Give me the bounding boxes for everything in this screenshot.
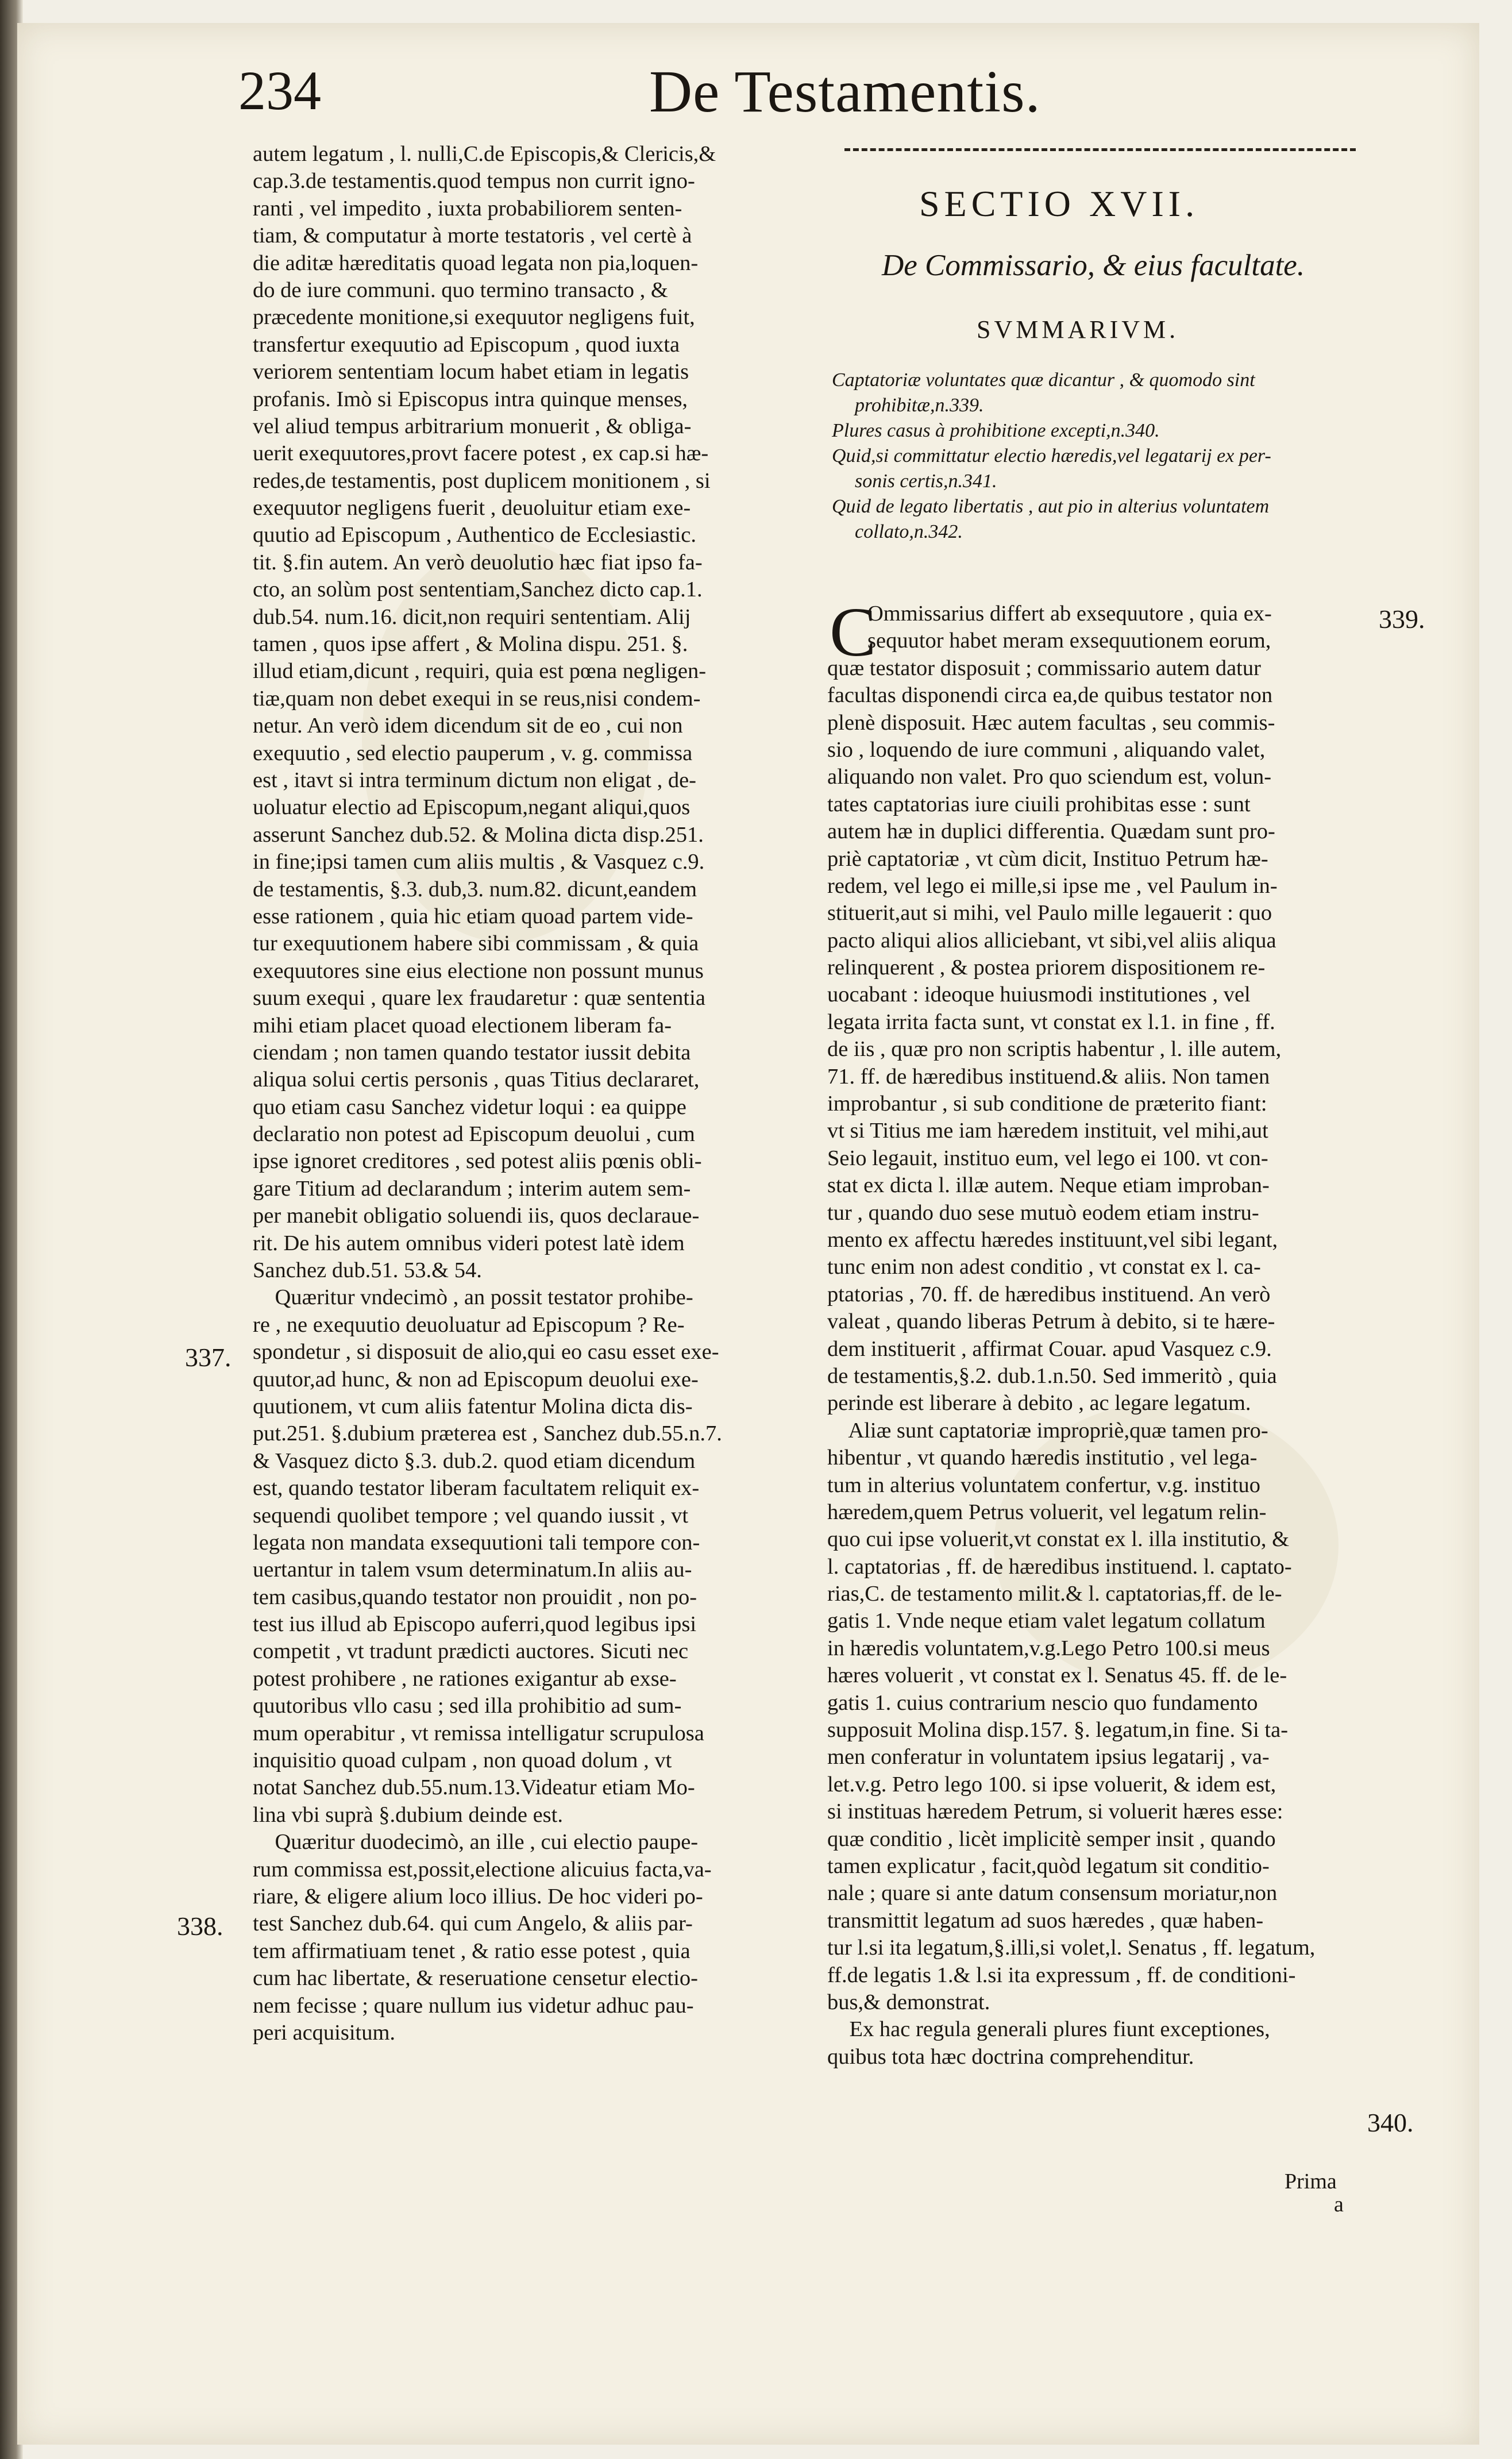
text-line: quutio ad Episcopum , Authentico de Ecclesiastic.: [253, 523, 696, 548]
text-line: aliqua solui certis personis , quas Titius declararet,: [253, 1067, 700, 1092]
margin-number-340: 340.: [1367, 2108, 1414, 2137]
text-line: netur. An verò idem dicendum sit de eo , cui non: [253, 714, 683, 738]
text-line: improbantur , si sub conditione de præterito fiant:: [827, 1092, 1267, 1116]
text-line: tem casibus,quando testator non prouidit , non po-: [253, 1585, 697, 1609]
text-line: redes,de testamentis, post duplicem monitionem , si: [253, 468, 711, 493]
text-line: do de iure communi. quo termino transacto , &: [253, 277, 668, 302]
text-line: aliquando non valet. Pro quo sciendum est, volun-: [827, 765, 1272, 789]
text-line: transfertur exequutio ad Episcopum , quod iuxta: [253, 332, 680, 357]
text-line: exequutor negligens fuerit , deuoluitur etiam exe-: [253, 496, 691, 521]
text-line: legata non mandata exsequutioni tali tempore con-: [253, 1530, 700, 1555]
text-line: test Sanchez dub.64. qui cum Angelo, & aliis par-: [253, 1911, 693, 1936]
text-line: re , ne exequutio deuoluatur ad Episcopum ? Re-: [253, 1312, 685, 1337]
text-line: veriorem sententiam locum habet etiam in legatis: [253, 360, 689, 384]
page-number: 234: [238, 60, 321, 121]
text-line: hæredem,quem Petrus voluerit, vel legatum relin-: [827, 1500, 1267, 1524]
text-line: & Vasquez dicto §.3. dub.2. quod etiam dicendum: [253, 1448, 696, 1473]
text-line: Ex hac regula generali plures fiunt exceptiones,: [827, 2017, 1270, 2042]
summary-line: Quid,si committatur electio hæredis,vel legatarij ex per-: [832, 445, 1271, 467]
text-line: si instituas hæredem Petrum, si voluerit hæres esse:: [827, 1799, 1283, 1824]
running-head: De Testamentis.: [649, 59, 1041, 125]
section-title: SECTIO XVII.: [919, 183, 1199, 224]
text-line: autem hæ in duplici differentia. Quædam sunt pro-: [827, 819, 1275, 844]
text-line: stituerit,aut si mihi, vel Paulo mille legauerit : quo: [827, 901, 1272, 926]
text-line: ciendam ; non tamen quando testator iussit debita: [253, 1040, 691, 1065]
text-line: uertantur in talem vsum determinatum.In aliis au-: [253, 1558, 692, 1582]
text-line: men conferatur in voluntatem ipsius legatarij , va-: [827, 1745, 1270, 1770]
text-line: inquisitio quoad culpam , non quoad dolum , vt: [253, 1748, 672, 1773]
text-line: ranti , vel impedito , iuxta probabiliorem senten-: [253, 196, 682, 221]
text-line: tur , quando duo sese mutuò eodem etiam instru-: [827, 1200, 1259, 1225]
text-line: tiam, & computatur à morte testatoris , vel certè à: [253, 223, 692, 248]
text-line: quæ conditio , licèt implicitè semper insit , quando: [827, 1826, 1276, 1851]
text-line: cap.3.de testamentis.quod tempus non currit igno-: [253, 169, 695, 194]
text-line: ptatorias , 70. ff. de hæredibus instituend. An verò: [827, 1282, 1271, 1306]
signature-mark: a: [1334, 2192, 1344, 2217]
text-line: gatis 1. Vnde neque etiam valet legatum collatum: [827, 1609, 1266, 1633]
text-line: suum exequi , quare lex fraudaretur : quæ sententia: [253, 986, 705, 1011]
text-line: tunc enim non adest conditio , vt constat ex l. ca-: [827, 1255, 1261, 1279]
margin-number-339: 339.: [1379, 604, 1425, 634]
text-line: mento ex affectu hæredes instituunt,vel sibi legant,: [827, 1227, 1278, 1252]
text-line: quutor,ad hunc, & non ad Episcopum deuolui exe-: [253, 1367, 699, 1392]
summary-line: collato,n.342.: [855, 521, 963, 542]
text-line: riare, & eligere alium loco illius. De hoc videri po-: [253, 1884, 703, 1909]
text-line: de testamentis,§.2. dub.1.n.50. Sed immeritò , quia: [827, 1363, 1277, 1388]
text-line: dem instituerit , affirmat Couar. apud Vasquez c.9.: [827, 1336, 1272, 1361]
text-line: rit. De his autem omnibus videri potest latè idem: [253, 1231, 685, 1255]
text-line: test ius illud ab Episcopo auferri,quod legibus ipsi: [253, 1612, 697, 1637]
text-line: tum in alterius voluntatem confertur, v.g. instituo: [827, 1473, 1261, 1497]
text-line: peri acquisitum.: [253, 2020, 396, 2045]
text-line: exequutio , sed electio pauperum , v. g. commissa: [253, 741, 693, 765]
text-line: supposuit Molina disp.157. §. legatum,in fine. Si ta-: [827, 1718, 1289, 1743]
summarium-label: SVMMARIVM.: [977, 315, 1179, 344]
text-line: pacto aliqui alios alliciebant, vt sibi,vel aliis aliqua: [827, 928, 1276, 953]
text-line: vt si Titius me iam hæredem instituit, vel mihi,aut: [827, 1119, 1268, 1143]
drop-capital: C: [830, 593, 877, 671]
text-line: tamen explicatur , facit,quòd legatum sit conditio-: [827, 1853, 1270, 1878]
text-line: vel aliud tempus arbitrarium monuerit , & obliga-: [253, 414, 692, 438]
text-line: tit. §.fin autem. An verò deuolutio hæc fiat ipso fa-: [253, 550, 703, 575]
text-line: bus,& demonstrat.: [827, 1990, 990, 2014]
text-line: illud etiam,dicunt , requiri, quia est pœna negligen-: [253, 659, 707, 684]
text-line: notat Sanchez dub.55.num.13.Videatur etiam Mo-: [253, 1775, 695, 1800]
margin-number-338: 338.: [177, 1911, 223, 1941]
text-line: lina vbi suprà §.dubium deinde est.: [253, 1802, 563, 1827]
text-line: de testamentis, §.3. dub,3. num.82. dicunt,eandem: [253, 877, 697, 901]
text-line: mum operabitur , vt remissa intelligatur scrupulosa: [253, 1721, 704, 1745]
text-line: l. captatorias , ff. de hæredibus instituend. l. captato-: [827, 1554, 1292, 1579]
text-line: cto, an solùm post sententiam,Sanchez dicto cap.1.: [253, 577, 703, 602]
text-line: gare Titium ad declarandum ; interim autem sem-: [253, 1176, 691, 1201]
text-line: competit , vt tradunt prædicti auctores. Sicuti nec: [253, 1639, 689, 1664]
text-line: nale ; quare si ante datum consensum moriatur,non: [827, 1881, 1278, 1906]
text-line: uocabant : ideoque huiusmodi institutiones , vel: [827, 982, 1251, 1007]
text-line: tur l.si ita legatum,§.illi,si volet,l. Senatus , ff. legatum,: [827, 1936, 1316, 1960]
summary-list: [832, 368, 1360, 545]
text-line: tem affirmatiuam tenet , & ratio esse potest , quia: [253, 1938, 691, 1963]
text-line: nem fecisse ; quare nullum ius videtur adhuc pau-: [253, 1993, 694, 2018]
text-line: spondetur , si disposuit de alio,qui eo casu esset exe-: [253, 1340, 719, 1365]
text-line: mihi etiam placet quoad electionem liberam fa-: [253, 1013, 672, 1038]
text-line: quibus tota hæc doctrina comprehenditur.: [827, 2044, 1194, 2069]
summary-line: Quid de legato libertatis , aut pio in alterius voluntatem: [832, 496, 1270, 517]
text-line: relinquerent , & postea priorem dispositionem re-: [827, 955, 1266, 980]
text-line: præcedente monitione,si exequutor negligens fuit,: [253, 305, 695, 330]
text-line: Seio legauit, instituo eum, vel lego ei 100. vt con-: [827, 1146, 1268, 1170]
catchword: Prima: [1285, 2169, 1337, 2194]
text-line: let.v.g. Petro lego 100. si ipse voluerit, & idem est,: [827, 1772, 1276, 1797]
text-line: tiæ,quam non debet exequi in se reus,nisi condem-: [253, 686, 701, 711]
text-line: Quæritur vndecimò , an possit testator prohibe-: [253, 1285, 693, 1310]
text-line: ipse ignoret creditores , sed potest aliis pœnis obli-: [253, 1149, 702, 1174]
summary-line: prohibitæ,n.339.: [855, 395, 984, 416]
text-line: plenè disposuit. Hæc autem facultas , seu commis-: [827, 710, 1275, 735]
text-line: stat ex dicta l. illæ autem. Neque etiam improban-: [827, 1173, 1270, 1198]
text-line: uoluatur electio ad Episcopum,negant aliqui,quos: [253, 795, 691, 820]
text-line: de iis , quæ pro non scriptis habentur , l. ille autem,: [827, 1037, 1282, 1062]
text-line: potest prohibere , ne rationes exigantur ab exse-: [253, 1666, 677, 1691]
text-line: quo etiam casu Sanchez videtur loqui : ea quippe: [253, 1094, 686, 1119]
text-line: cum hac libertate, & reseruatione censetur electio-: [253, 1966, 698, 1991]
text-line: ff.de legatis 1.& l.si ita expressum , ff. de conditioni-: [827, 1963, 1296, 1987]
section-subtitle: De Commissario, & eius facultate.: [882, 249, 1305, 282]
margin-number-337: 337.: [185, 1343, 232, 1372]
text-line: quo cui ipse voluerit,vt constat ex l. illa institutio, &: [827, 1527, 1290, 1552]
text-line: redem, vel lego ei mille,si ipse me , vel Paulum in-: [827, 873, 1278, 898]
text-line: Ommissarius differt ab exsequutore , quia ex-: [867, 602, 1272, 626]
summary-line: sonis certis,n.341.: [855, 471, 997, 492]
text-line: tates captatorias iure ciuili prohibitas esse : sunt: [827, 792, 1251, 816]
text-line: sio , loquendo de iure communi , aliquando valet,: [827, 737, 1266, 762]
text-line: tamen , quos ipse affert , & Molina dispu. 251. §.: [253, 632, 688, 657]
summary-line: Plures casus à prohibitione excepti,n.340.: [832, 420, 1160, 441]
summary-line: Captatoriæ voluntates quæ dicantur , & quomodo sint: [832, 369, 1255, 391]
text-line: hibentur , vt quando hæredis institutio , vel lega-: [827, 1446, 1258, 1470]
text-line: uerit exequutores,provt facere potest , ex cap.si hæ-: [253, 441, 709, 466]
text-line: rum commissa est,possit,electione alicuius facta,va-: [253, 1857, 712, 1882]
text-line: facultas disponendi circa ea,de quibus testator non: [827, 683, 1273, 708]
text-line: Aliæ sunt captatoriæ impropriè,quæ tamen pro-: [827, 1418, 1268, 1443]
section-rule: [844, 148, 1356, 151]
text-line: autem legatum , l. nulli,C.de Episcopis,& Clericis,&: [253, 142, 716, 166]
text-line: Quæritur duodecimò, an ille , cui electio paupe-: [253, 1830, 699, 1855]
text-line: perinde est liberare à debito , ac legare legatum.: [827, 1391, 1251, 1416]
text-line: quutoribus vllo casu ; sed illa prohibitio ad sum-: [253, 1694, 682, 1718]
text-line: per manebit obligatio soluendi iis, quos declaraue-: [253, 1204, 700, 1228]
text-line: tur exequutionem habere sibi commissam , & quia: [253, 931, 699, 956]
text-line: priè captatoriæ , vt cùm dicit, Instituo Petrum hæ-: [827, 846, 1268, 871]
text-line: est, quando testator liberam facultatem reliquit ex-: [253, 1476, 700, 1501]
text-line: rias,C. de testamento milit.& l. captatorias,ff. de le-: [827, 1582, 1282, 1606]
text-line: dub.54. num.16. dicit,non requiri sententiam. Alij: [253, 604, 691, 629]
text-line: declaratio non potest ad Episcopum deuolui , cum: [253, 1122, 695, 1147]
text-line: hæres voluerit , vt constat ex l. Senatus 45. ff. de le-: [827, 1663, 1287, 1688]
text-line: die aditæ hæreditatis quoad legata non pia,loquen-: [253, 250, 699, 275]
text-line: esse rationem , quia hic etiam quoad partem vide-: [253, 904, 693, 928]
left-column: [253, 141, 804, 2046]
text-line: in fine;ipsi tamen cum aliis multis , & Vasquez c.9.: [253, 850, 705, 874]
text-line: transmittit legatum ad suos hæredes , quæ haben-: [827, 1908, 1264, 1933]
text-line: est , itavt si intra terminum dictum non eligat , de-: [253, 768, 696, 792]
text-line: in hæredis voluntatem,v.g.Lego Petro 100.si meus: [827, 1636, 1270, 1660]
text-line: asserunt Sanchez dub.52. & Molina dicta disp.251.: [253, 822, 704, 847]
text-line: valeat , quando liberas Petrum à debito, si te hære-: [827, 1309, 1275, 1334]
text-line: sequendi quolibet tempore ; vel quando iussit , vt: [253, 1503, 689, 1528]
text-line: 71. ff. de hæredibus instituend.& aliis. Non tamen: [827, 1064, 1270, 1089]
text-line: exequutores sine eius electione non possunt munus: [253, 958, 704, 983]
text-line: sequutor habet meram exsequutionem eorum,: [867, 629, 1271, 653]
text-line: quæ testator disposuit ; commissario autem datur: [827, 656, 1261, 680]
text-line: gatis 1. cuius contrarium nescio quo fundamento: [827, 1690, 1258, 1715]
text-line: Sanchez dub.51. 53.& 54.: [253, 1258, 482, 1283]
right-column: [827, 593, 1376, 2071]
text-line: legata irrita facta sunt, vt constat ex l.1. in fine , ff.: [827, 1009, 1275, 1034]
text-line: profanis. Imò si Episcopus intra quinque menses,: [253, 387, 688, 411]
text-line: put.251. §.dubium præterea est , Sanchez dub.55.n.7.: [253, 1421, 722, 1446]
text-line: quutionem, vt cum aliis fatentur Molina dicta dis-: [253, 1394, 693, 1419]
